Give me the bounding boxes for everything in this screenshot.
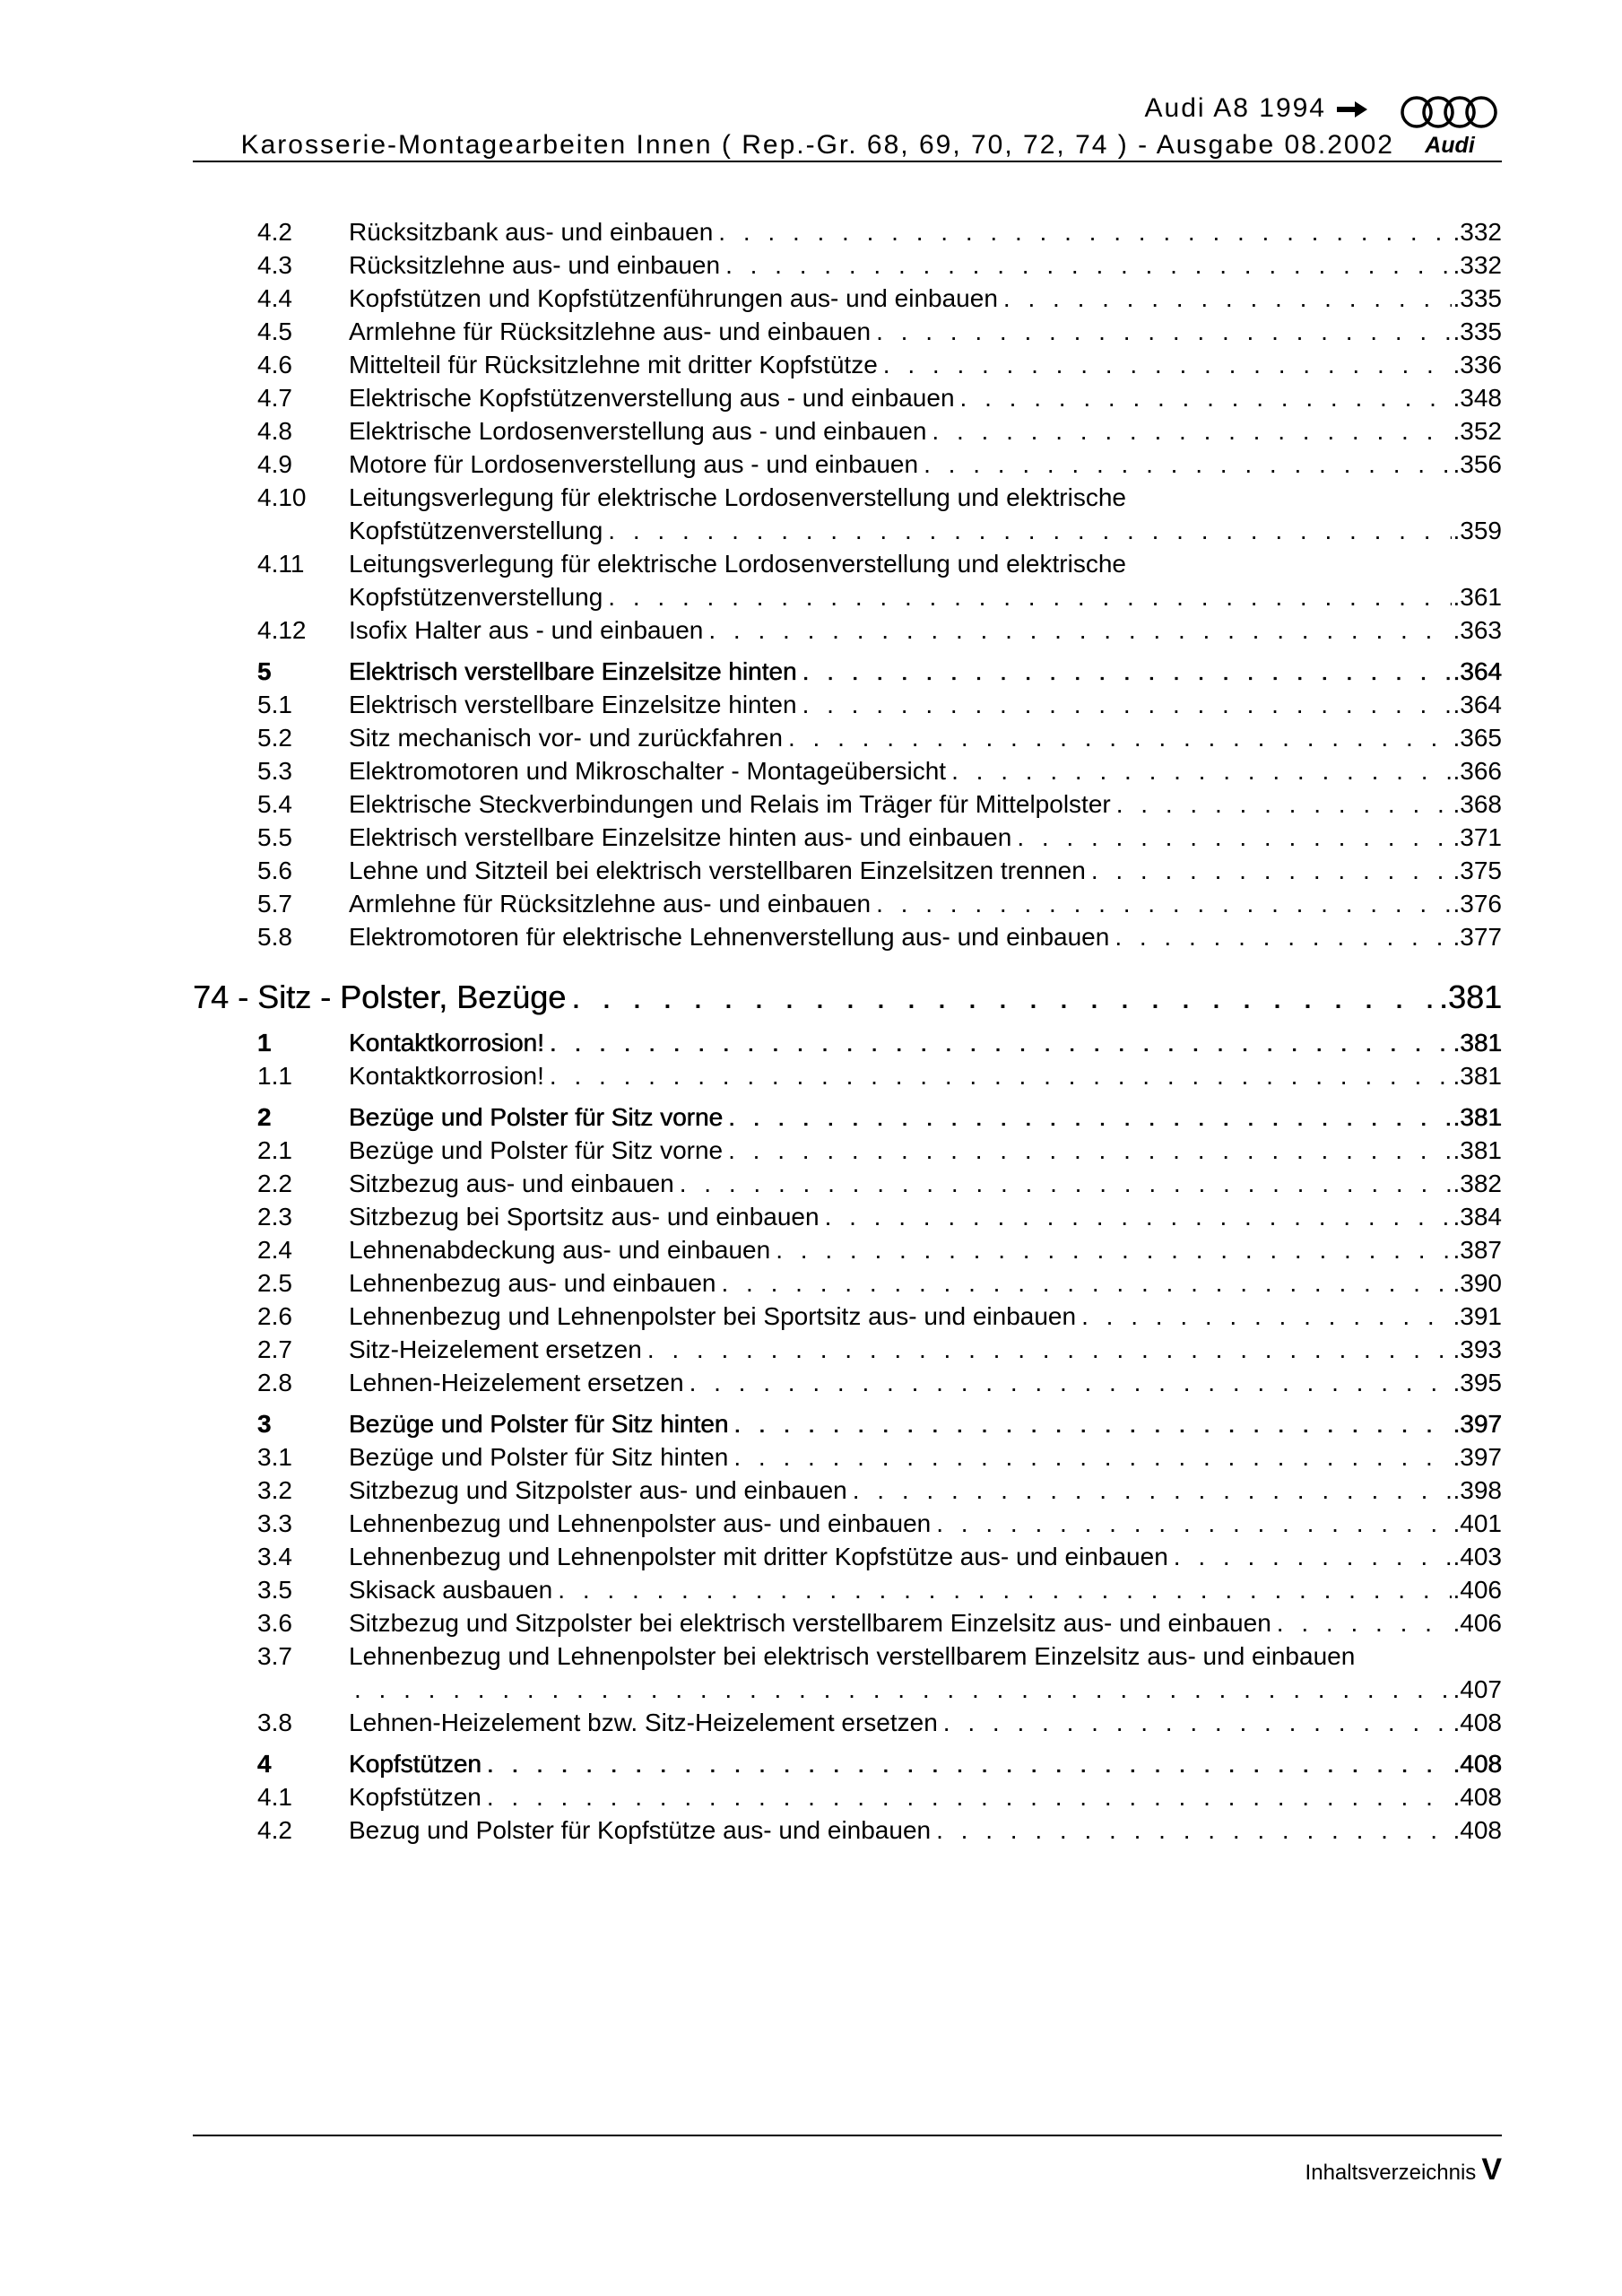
toc-title: Kopfstützen und Kopfstützenführungen aus- und einbauen xyxy=(349,284,998,312)
toc-number: 2.1 xyxy=(257,1136,292,1164)
footer-label: Inhaltsverzeichnis xyxy=(1305,2161,1477,2185)
toc-leader-dots xyxy=(718,215,1451,248)
audi-rings-logo xyxy=(1399,93,1502,158)
toc-title: Elektrische Steckverbindungen und Relais im Träger für Mittelpolster xyxy=(349,790,1111,818)
toc-leader-dots xyxy=(708,613,1451,647)
toc-entry[interactable] xyxy=(193,315,1502,348)
toc-leader-dots xyxy=(802,655,1452,688)
header-subtitle: Karosserie-Montagearbeiten Innen ( Rep.-Gr. 68, 69, 70, 72, 74 ) - Ausgabe 08.2002 xyxy=(240,130,1394,160)
toc-number: 2.7 xyxy=(257,1335,292,1363)
toc-title: Elektrisch verstellbare Einzelsitze hinten xyxy=(349,691,797,718)
toc-title: Sitzbezug bei Sportsitz aus- und einbauen xyxy=(349,1203,820,1231)
toc-entry[interactable] xyxy=(193,854,1502,887)
toc-title: Bezüge und Polster für Sitz hinten xyxy=(349,1410,729,1438)
toc-leader-dots xyxy=(608,514,1451,547)
toc-leader-dots xyxy=(1116,787,1452,821)
toc-number: 2.4 xyxy=(257,1236,292,1264)
toc-number: 4.12 xyxy=(257,616,307,644)
toc-leader-dots xyxy=(1081,1300,1451,1333)
toc-leader-dots xyxy=(725,248,1451,282)
toc-number: 4 xyxy=(257,1750,272,1778)
toc-title: Motore für Lordosenverstellung aus - und einbauen xyxy=(349,450,919,478)
toc-title: Isofix Halter aus - und einbauen xyxy=(349,616,704,644)
toc-entry[interactable] xyxy=(193,215,1502,248)
toc-entry[interactable] xyxy=(193,1540,1502,1573)
toc-entry[interactable] xyxy=(193,1440,1502,1474)
toc-entry[interactable] xyxy=(193,613,1502,647)
toc-number: 4.8 xyxy=(257,417,292,445)
toc-entry[interactable] xyxy=(193,787,1502,821)
toc-number: 3.6 xyxy=(257,1609,292,1637)
toc-leader-dots xyxy=(924,448,1451,481)
toc-page-number: .365 xyxy=(1453,724,1502,752)
toc-page-number: .390 xyxy=(1453,1269,1502,1297)
page-header xyxy=(193,90,1502,161)
toc-number: 4.10 xyxy=(257,483,307,511)
toc-number: 5.2 xyxy=(257,724,292,752)
toc-entry[interactable] xyxy=(193,1639,1502,1706)
toc-title: 74 - Sitz - Polster, Bezüge xyxy=(193,978,567,1015)
toc-title: Leitungsverlegung für elektrische Lordosenverstellung und elektrische xyxy=(349,483,1126,511)
toc-leader-dots xyxy=(608,580,1451,613)
toc-leader-dots xyxy=(936,1507,1451,1540)
toc-title: Kontaktkorrosion! xyxy=(349,1029,544,1057)
toc-entry[interactable] xyxy=(193,1507,1502,1540)
toc-title: Kontaktkorrosion! xyxy=(349,1062,544,1090)
toc-entry[interactable] xyxy=(193,1606,1502,1639)
toc-leader-dots xyxy=(1091,854,1452,887)
toc-leader-dots xyxy=(788,721,1452,754)
toc-page-number: .408 xyxy=(1453,1816,1502,1844)
toc-leader-dots xyxy=(728,1134,1451,1167)
toc-page-number: .366 xyxy=(1453,757,1502,785)
toc-entry[interactable] xyxy=(193,721,1502,754)
toc-leader-dots xyxy=(1174,1540,1452,1573)
toc-entry[interactable] xyxy=(193,1300,1502,1333)
toc-number: 5.4 xyxy=(257,790,292,818)
toc-page-number: .348 xyxy=(1453,384,1502,412)
toc-leader-dots xyxy=(571,977,1437,1018)
toc-leader-dots xyxy=(825,1200,1452,1233)
toc-entry[interactable] xyxy=(193,248,1502,282)
toc-leader-dots xyxy=(680,1167,1452,1200)
toc-title: Lehnen-Heizelement ersetzen xyxy=(349,1369,684,1396)
toc-title: Bezug und Polster für Kopfstütze aus- und einbauen xyxy=(349,1816,932,1844)
toc-title: Sitzbezug und Sitzpolster bei elektrisch verstellbarem Einzelsitz aus- und einbauen xyxy=(349,1609,1271,1637)
toc-leader-dots xyxy=(1003,282,1452,315)
toc-page-number: .371 xyxy=(1453,823,1502,851)
toc-number: 4.4 xyxy=(257,284,292,312)
toc-leader-dots xyxy=(932,414,1451,448)
toc-leader-dots xyxy=(550,1026,1452,1059)
toc-title: Lehnenabdeckung aus- und einbauen xyxy=(349,1236,771,1264)
toc-number: 2.3 xyxy=(257,1203,292,1231)
toc-leader-dots xyxy=(802,688,1452,721)
toc-page-number: .391 xyxy=(1453,1302,1502,1330)
toc-entry[interactable] xyxy=(193,448,1502,481)
toc-leader-dots xyxy=(1277,1606,1452,1639)
toc-entry[interactable] xyxy=(193,920,1502,953)
toc-title: Sitz mechanisch vor- und zurückfahren xyxy=(349,724,783,752)
toc-number: 3.2 xyxy=(257,1476,292,1504)
header-model xyxy=(1145,93,1368,124)
toc-page-number: .403 xyxy=(1453,1543,1502,1570)
toc-entry[interactable] xyxy=(193,688,1502,721)
toc-title: Lehne und Sitzteil bei elektrisch verstellbaren Einzelsitzen trennen xyxy=(349,857,1086,884)
toc-entry[interactable] xyxy=(193,1813,1502,1847)
toc-title: Bezüge und Polster für Sitz vorne xyxy=(349,1136,724,1164)
toc-leader-dots xyxy=(558,1573,1451,1606)
toc-page-number: .408 xyxy=(1453,1750,1502,1778)
toc-page-number: .407 xyxy=(1453,1675,1502,1703)
toc-entry[interactable] xyxy=(193,1134,1502,1167)
toc-title: Lehnenbezug und Lehnenpolster aus- und einbauen xyxy=(349,1509,932,1537)
header-model-text: Audi A8 1994 xyxy=(1144,93,1326,123)
toc-number: 3.4 xyxy=(257,1543,292,1570)
toc-title: Sitz-Heizelement ersetzen xyxy=(349,1335,642,1363)
toc-title: Armlehne für Rücksitzlehne aus- und einbauen xyxy=(349,317,872,345)
toc-page-number: .406 xyxy=(1453,1609,1502,1637)
toc-entry[interactable] xyxy=(193,1266,1502,1300)
page-footer xyxy=(1305,2152,1502,2187)
toc-page-number: .381 xyxy=(1453,1029,1502,1057)
toc-leader-dots xyxy=(951,754,1451,787)
toc-leader-dots xyxy=(876,315,1451,348)
toc-title: Bezüge und Polster für Sitz vorne xyxy=(349,1103,724,1131)
toc-number: 2 xyxy=(257,1103,272,1131)
toc-page-number: .393 xyxy=(1453,1335,1502,1363)
toc-title: Lehnenbezug und Lehnenpolster bei elektrisch verstellbarem Einzelsitz aus- und einbauen xyxy=(349,1642,1356,1670)
toc-entry[interactable] xyxy=(193,1200,1502,1233)
toc-page-number: .376 xyxy=(1453,890,1502,918)
toc-title: Armlehne für Rücksitzlehne aus- und einbauen xyxy=(349,890,872,918)
toc-number: 4.6 xyxy=(257,351,292,378)
toc-title: Sitzbezug aus- und einbauen xyxy=(349,1170,674,1197)
arrow-right-icon xyxy=(1337,100,1367,118)
toc-page-number: .352 xyxy=(1453,417,1502,445)
toc-number: 1 xyxy=(257,1029,272,1057)
toc-leader-dots xyxy=(647,1333,1452,1366)
toc-entry[interactable] xyxy=(193,1780,1502,1813)
toc-leader-dots xyxy=(883,348,1452,381)
toc-title: Elektrisch verstellbare Einzelsitze hinten xyxy=(349,657,797,685)
toc-page-number: .368 xyxy=(1453,790,1502,818)
footer-divider xyxy=(193,2135,1502,2136)
toc-entry[interactable] xyxy=(193,1233,1502,1266)
toc-title: Elektrische Kopfstützenverstellung aus - und einbauen xyxy=(349,384,955,412)
toc-title: Elektrische Lordosenverstellung aus - und einbauen xyxy=(349,417,927,445)
toc-entry[interactable] xyxy=(193,414,1502,448)
toc-title: Elektrisch verstellbare Einzelsitze hinten aus- und einbauen xyxy=(349,823,1012,851)
toc-title: Leitungsverlegung für elektrische Lordosenverstellung und elektrische xyxy=(349,550,1126,578)
toc-leader-dots xyxy=(943,1706,1452,1739)
toc-leader-dots xyxy=(1115,920,1451,953)
toc-page-number: .406 xyxy=(1453,1576,1502,1604)
toc-page-number: .335 xyxy=(1453,317,1502,345)
toc-section[interactable] xyxy=(193,1407,1502,1440)
toc-leader-dots xyxy=(733,1440,1451,1474)
toc-leader-dots xyxy=(853,1474,1452,1507)
toc-page-number: .375 xyxy=(1453,857,1502,884)
toc-entry[interactable] xyxy=(193,547,1502,613)
toc-number: 5.5 xyxy=(257,823,292,851)
toc-title: Elektromotoren und Mikroschalter - Montageübersicht xyxy=(349,757,947,785)
toc-leader-dots xyxy=(1017,821,1451,854)
toc-page-number: .364 xyxy=(1453,657,1502,685)
toc-number: 4.7 xyxy=(257,384,292,412)
toc-leader-dots xyxy=(876,887,1451,920)
toc-number: 5.1 xyxy=(257,691,292,718)
toc-page-number: .332 xyxy=(1453,218,1502,246)
toc-number: 3.8 xyxy=(257,1709,292,1736)
toc-number: 4.2 xyxy=(257,218,292,246)
toc-entry[interactable] xyxy=(193,481,1502,547)
toc-page-number: .387 xyxy=(1453,1236,1502,1264)
toc-page-number: .381 xyxy=(1438,978,1502,1015)
toc-leader-dots xyxy=(690,1366,1452,1399)
toc-number: 2.8 xyxy=(257,1369,292,1396)
toc-chapter[interactable] xyxy=(193,977,1502,1018)
toc-title: Bezüge und Polster für Sitz hinten xyxy=(349,1443,729,1471)
toc-page-number: .408 xyxy=(1453,1709,1502,1736)
toc-page-number: .397 xyxy=(1453,1410,1502,1438)
toc-section[interactable] xyxy=(193,655,1502,688)
toc-leader-dots xyxy=(721,1266,1451,1300)
toc-number: 5 xyxy=(257,657,272,685)
toc-title: Rücksitzlehne aus- und einbauen xyxy=(349,251,721,279)
toc-leader-dots xyxy=(960,381,1452,414)
toc-number: 1.1 xyxy=(257,1062,292,1090)
toc-title: Elektromotoren für elektrische Lehnenverstellung aus- und einbauen xyxy=(349,923,1110,951)
toc-entry[interactable] xyxy=(193,1366,1502,1399)
toc-leader-dots xyxy=(733,1407,1451,1440)
toc-title-continued: Kopfstützenverstellung xyxy=(349,517,603,544)
toc-page-number: .359 xyxy=(1453,517,1502,544)
toc-number: 3 xyxy=(257,1410,272,1438)
toc-leader-dots xyxy=(550,1059,1452,1092)
toc-number: 5.8 xyxy=(257,923,292,951)
toc-number: 3.3 xyxy=(257,1509,292,1537)
toc-title: Lehnen-Heizelement bzw. Sitz-Heizelement ersetzen xyxy=(349,1709,938,1736)
toc-page-number: .382 xyxy=(1453,1170,1502,1197)
toc-entry[interactable] xyxy=(193,1474,1502,1507)
toc-entry[interactable] xyxy=(193,282,1502,315)
toc-entry[interactable] xyxy=(193,1573,1502,1606)
toc-title: Kopfstützen xyxy=(349,1783,481,1811)
toc-entry[interactable] xyxy=(193,821,1502,854)
toc-number: 3.1 xyxy=(257,1443,292,1471)
toc-entry[interactable] xyxy=(193,348,1502,381)
toc-number: 3.5 xyxy=(257,1576,292,1604)
toc-leader-dots xyxy=(487,1780,1452,1813)
toc-number: 5.6 xyxy=(257,857,292,884)
toc-leader-dots xyxy=(936,1813,1451,1847)
toc-number: 3.7 xyxy=(257,1642,292,1670)
toc-number: 4.2 xyxy=(257,1816,292,1844)
toc-page-number: .395 xyxy=(1453,1369,1502,1396)
toc-page-number: .335 xyxy=(1453,284,1502,312)
toc-number: 5.3 xyxy=(257,757,292,785)
toc-entry[interactable] xyxy=(193,1333,1502,1366)
toc-title: Mittelteil für Rücksitzlehne mit dritter Kopfstütze xyxy=(349,351,878,378)
toc-title: Lehnenbezug aus- und einbauen xyxy=(349,1269,716,1297)
toc-title: Lehnenbezug und Lehnenpolster mit dritter Kopfstütze aus- und einbauen xyxy=(349,1543,1168,1570)
page-number: V xyxy=(1481,2152,1502,2187)
toc-title: Skisack ausbauen xyxy=(349,1576,553,1604)
toc-leader-dots xyxy=(728,1100,1451,1134)
toc-number: 4.3 xyxy=(257,251,292,279)
toc-entry[interactable] xyxy=(193,1167,1502,1200)
toc-section[interactable] xyxy=(193,1026,1502,1059)
header-divider xyxy=(193,161,1502,162)
toc-page-number: .398 xyxy=(1453,1476,1502,1504)
toc-page-number: .408 xyxy=(1453,1783,1502,1811)
toc-page-number: .384 xyxy=(1453,1203,1502,1231)
toc-page-number: .336 xyxy=(1453,351,1502,378)
toc-page-number: .381 xyxy=(1453,1062,1502,1090)
toc-number: 2.5 xyxy=(257,1269,292,1297)
toc-leader-dots xyxy=(487,1747,1452,1780)
toc-title: Kopfstützen xyxy=(349,1750,481,1778)
toc-page-number: .332 xyxy=(1453,251,1502,279)
toc-page-number: .364 xyxy=(1453,691,1502,718)
toc-number: 4.11 xyxy=(257,550,305,578)
toc-number: 4.9 xyxy=(257,450,292,478)
toc-title: Rücksitzbank aus- und einbauen xyxy=(349,218,714,246)
toc-page-number: .401 xyxy=(1453,1509,1502,1537)
toc-page-number: .377 xyxy=(1453,923,1502,951)
toc-page-number: .363 xyxy=(1453,616,1502,644)
toc-leader-dots xyxy=(354,1673,1452,1706)
toc-leader-dots xyxy=(776,1233,1451,1266)
toc-number: 2.6 xyxy=(257,1302,292,1330)
toc-page-number: .381 xyxy=(1453,1103,1502,1131)
toc-number: 4.1 xyxy=(257,1783,292,1811)
toc-page-number: .361 xyxy=(1453,583,1502,611)
toc-title-continued: Kopfstützenverstellung xyxy=(349,583,603,611)
toc-page-number: .356 xyxy=(1453,450,1502,478)
toc-entry[interactable] xyxy=(193,1706,1502,1739)
toc-entry[interactable] xyxy=(193,381,1502,414)
toc-title: Sitzbezug und Sitzpolster aus- und einbauen xyxy=(349,1476,847,1504)
toc-entry[interactable] xyxy=(193,887,1502,920)
table-of-contents xyxy=(193,215,1502,1847)
toc-section[interactable] xyxy=(193,1100,1502,1134)
toc-number: 5.7 xyxy=(257,890,292,918)
toc-page-number: .381 xyxy=(1453,1136,1502,1164)
audi-logo-text: Audi xyxy=(1425,133,1475,158)
toc-number: 2.2 xyxy=(257,1170,292,1197)
toc-page-number: .397 xyxy=(1453,1443,1502,1471)
toc-number: 4.5 xyxy=(257,317,292,345)
toc-entry[interactable] xyxy=(193,754,1502,787)
toc-section[interactable] xyxy=(193,1747,1502,1780)
toc-title: Lehnenbezug und Lehnenpolster bei Sportsitz aus- und einbauen xyxy=(349,1302,1077,1330)
toc-entry[interactable] xyxy=(193,1059,1502,1092)
